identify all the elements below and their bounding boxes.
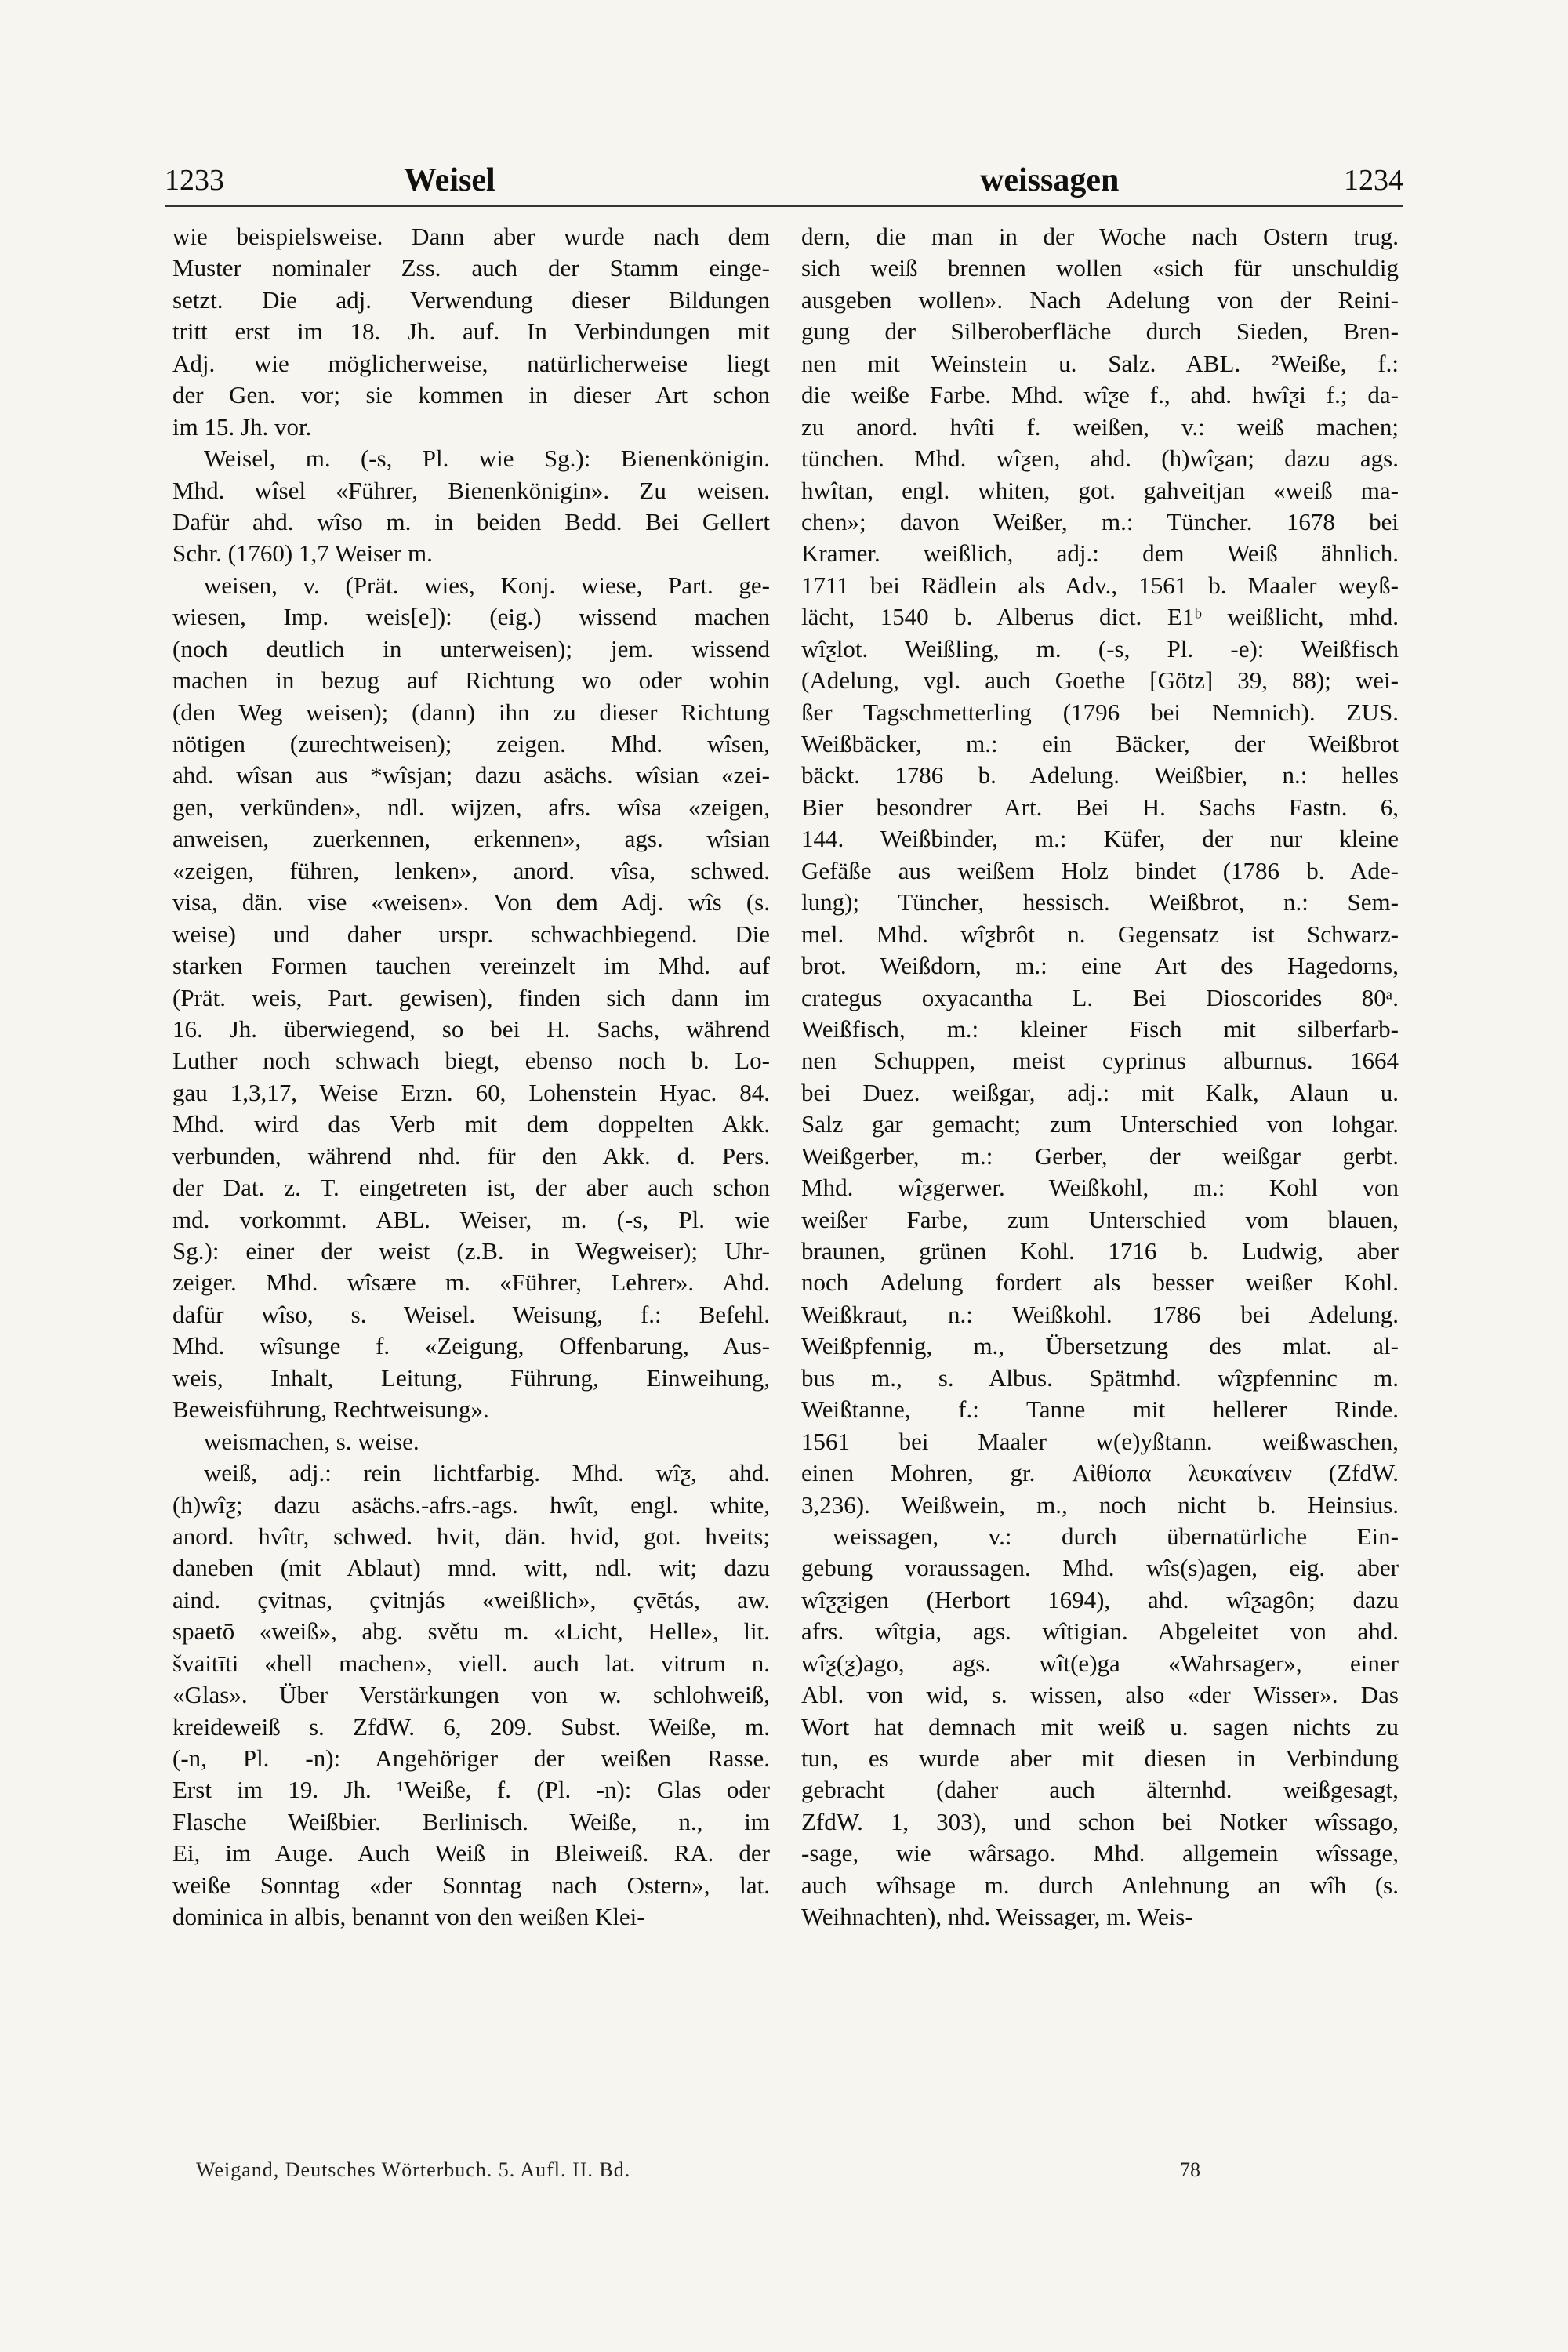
- footer-note: Weigand, Deutsches Wörterbuch. 5. Aufl. II. Bd.: [196, 2158, 631, 2181]
- text-line: daneben (mit Ablaut) mnd. witt, ndl. wit; dazu: [172, 1554, 770, 1582]
- text-line: gung der Silberoberfläche durch Sieden, Bren-: [801, 318, 1399, 346]
- text-line: dern, die man in der Woche nach Ostern trug.: [801, 223, 1399, 250]
- text-line: lung); Tüncher, hessisch. Weißbrot, n.: Sem-: [801, 888, 1399, 916]
- text-line: tun, es wurde aber mit diesen in Verbindung: [801, 1744, 1399, 1772]
- text-line: machen in bezug auf Richtung wo oder wohin: [172, 666, 770, 695]
- running-head: [165, 157, 1403, 204]
- text-line: gau 1,3,17, Weise Erzn. 60, Lohenstein Hyac. 84.: [172, 1078, 770, 1106]
- text-line: bei Duez. weißgar, adj.: mit Kalk, Alaun u.: [801, 1078, 1399, 1106]
- catchword-right: weissagen: [980, 162, 1120, 198]
- text-line: sich weiß brennen wollen «sich für unschuldig: [801, 254, 1399, 282]
- catchword-left: Weisel: [404, 162, 495, 198]
- text-line: Gefäße aus weißem Holz bindet (1786 b. Ade-: [801, 856, 1399, 884]
- text-line: auch wîhsage m. durch Anlehnung an wîh (s.: [801, 1871, 1399, 1899]
- text-line: ZfdW. 1, 303), und schon bei Notker wîssago,: [801, 1807, 1399, 1835]
- text-line: braunen, grünen Kohl. 1716 b. Ludwig, aber: [801, 1237, 1399, 1265]
- text-line: hwîtan, engl. whiten, got. gahveitjan «weiß ma-: [801, 476, 1399, 504]
- text-line: (den Weg weisen); (dann) ihn zu dieser Richtung: [172, 698, 770, 726]
- text-line: md. vorkommt. ABL. Weiser, m. (-s, Pl. wie: [172, 1205, 770, 1233]
- text-line: weismachen, s. weise.: [204, 1427, 419, 1455]
- text-line: weissagen, v.: durch übernatürliche Ein-: [833, 1522, 1399, 1550]
- text-line: tünchen. Mhd. wîƺen, ahd. (h)wîƺan; dazu ags.: [801, 445, 1399, 473]
- text-line: gen, verkünden», ndl. wijzen, afrs. wîsa «zeigen,: [172, 793, 770, 821]
- text-line: 144. Weißbinder, m.: Küfer, der nur kleine: [801, 825, 1399, 853]
- text-line: Weisel, m. (-s, Pl. wie Sg.): Bienenkönigin.: [204, 445, 770, 473]
- text-line: dominica in albis, benannt von den weißen Klei-: [172, 1903, 645, 1931]
- text-line: weis, Inhalt, Leitung, Führung, Einweihung,: [172, 1363, 770, 1392]
- text-line: nötigen (zurechtweisen); zeigen. Mhd. wîsen,: [172, 730, 770, 757]
- text-line: tritt erst im 18. Jh. auf. In Verbindungen mit: [172, 318, 770, 346]
- text-line: Weihnachten), nhd. Weissager, m. Weis-: [801, 1903, 1193, 1931]
- text-line: Bier besondrer Art. Bei H. Sachs Fastn. 6,: [801, 793, 1399, 821]
- text-line: ahd. wîsan aus *wîsjan; dazu asächs. wîsian «zei-: [172, 761, 770, 789]
- text-line: 1561 bei Maaler w(e)yßtann. weißwaschen,: [801, 1427, 1399, 1455]
- text-line: Weißtanne, f.: Tanne mit hellerer Rinde.: [801, 1396, 1399, 1424]
- text-line: nen mit Weinstein u. Salz. ABL. ²Weiße, f.:: [801, 349, 1399, 377]
- text-line: setzt. Die adj. Verwendung dieser Bildungen: [172, 285, 770, 314]
- text-line: ßer Tagschmetterling (1796 bei Nemnich). ZUS.: [801, 698, 1399, 726]
- text-line: anweisen, zuerkennen, erkennen», ags. wîsian: [172, 825, 770, 853]
- text-line: nen Schuppen, meist cyprinus alburnus. 1664: [801, 1047, 1399, 1075]
- text-line: Erst im 19. Jh. ¹Weiße, f. (Pl. -n): Glas oder: [172, 1776, 770, 1804]
- text-line: weisen, v. (Prät. wies, Konj. wiese, Part. ge-: [204, 571, 770, 599]
- text-line: wiesen, Imp. weis[e]): (eig.) wissend machen: [172, 603, 770, 631]
- text-line: Mhd. wird das Verb mit dem doppelten Akk.: [172, 1110, 770, 1138]
- text-line: im 15. Jh. vor.: [172, 412, 312, 441]
- text-line: 1711 bei Rädlein als Adv., 1561 b. Maaler weyß-: [801, 571, 1399, 599]
- text-line: Salz gar gemacht; zum Unterschied von lohgar.: [801, 1110, 1399, 1138]
- text-line: anord. hvîtr, schwed. hvit, dän. hvid, got. hveits;: [172, 1522, 770, 1550]
- text-line: gebung voraussagen. Mhd. wîs(s)agen, eig. aber: [801, 1554, 1399, 1582]
- text-line: weiß, adj.: rein lichtfarbig. Mhd. wîƺ, ahd.: [204, 1459, 770, 1487]
- text-line: Weißpfennig, m., Übersetzung des mlat. al-: [801, 1332, 1399, 1360]
- page-footer: [172, 2154, 1396, 2186]
- text-line: (-n, Pl. -n): Angehöriger der weißen Rasse.: [172, 1744, 770, 1772]
- text-line: (h)wîƺ; dazu asächs.-afrs.-ags. hwît, engl. white,: [172, 1490, 770, 1519]
- text-line: zu anord. hvîti f. weißen, v.: weiß machen;: [801, 412, 1399, 441]
- text-line: zeiger. Mhd. wîsære m. «Führer, Lehrer». Ahd.: [172, 1269, 770, 1297]
- text-line: gebracht (daher auch älternhd. weißgesagt,: [801, 1776, 1399, 1804]
- text-line: «Glas». Über Verstärkungen von w. schlohweiß,: [172, 1681, 770, 1709]
- text-line: Weißkraut, n.: Weißkohl. 1786 bei Adelung.: [801, 1300, 1399, 1328]
- text-line: der Gen. vor; sie kommen in dieser Art schon: [172, 381, 770, 409]
- header-rule: [165, 205, 1403, 207]
- text-line: wîƺlot. Weißling, m. (-s, Pl. -e): Weißfisch: [801, 634, 1399, 662]
- text-line: wîƺ(ƺ)ago, ags. wît(e)ga «Wahrsager», einer: [801, 1649, 1399, 1677]
- text-line: wîƺƺigen (Herbort 1694), ahd. wîƺagôn; dazu: [801, 1585, 1399, 1613]
- text-line: lächt, 1540 b. Alberus dict. E1ᵇ weißlicht, mhd.: [801, 603, 1399, 631]
- text-line: (Prät. weis, Part. gewisen), finden sich dann im: [172, 983, 770, 1011]
- text-line: Mhd. wîƺgerwer. Weißkohl, m.: Kohl von: [801, 1174, 1399, 1202]
- page-number-right: 1234: [1344, 164, 1403, 197]
- text-line: švaitīti «hell machen», viell. auch lat. vitrum n.: [172, 1649, 770, 1677]
- text-line: afrs. wîtgia, ags. wîtigian. Abgeleitet von ahd.: [801, 1617, 1399, 1646]
- text-line: der Dat. z. T. eingetreten ist, der aber auch schon: [172, 1174, 770, 1202]
- text-line: verbunden, während nhd. für den Akk. d. Pers.: [172, 1142, 770, 1170]
- page-number-left: 1233: [165, 164, 224, 197]
- text-line: Dafür ahd. wîso m. in beiden Bedd. Bei Gellert: [172, 507, 770, 535]
- text-line: visa, dän. vise «weisen». Von dem Adj. wîs (s.: [172, 888, 770, 916]
- text-line: einen Mohren, gr. Αἰθίοπα λευκαίνειν (ZfdW.: [801, 1459, 1399, 1487]
- text-line: Weißgerber, m.: Gerber, der weißgar gerbt.: [801, 1142, 1399, 1170]
- text-line: brot. Weißdorn, m.: eine Art des Hagedorns,: [801, 952, 1399, 980]
- text-line: aind. çvitnas, çvitnjás «weißlich», çvētás, aw.: [172, 1585, 770, 1613]
- text-line: ausgeben wollen». Nach Adelung von der Reini-: [801, 285, 1399, 314]
- text-line: Kramer. weißlich, adj.: dem Weiß ähnlich.: [801, 539, 1399, 568]
- text-line: Weißbäcker, m.: ein Bäcker, der Weißbrot: [801, 730, 1399, 757]
- text-line: Weißfisch, m.: kleiner Fisch mit silberfarb-: [801, 1014, 1399, 1043]
- text-line: weißer Farbe, zum Unterschied vom blauen,: [801, 1205, 1399, 1233]
- text-line: Flasche Weißbier. Berlinisch. Weiße, n., im: [172, 1807, 770, 1835]
- text-line: (noch deutlich in unterweisen); jem. wissend: [172, 634, 770, 662]
- text-line: Sg.): einer der weist (z.B. in Wegweiser); Uhr-: [172, 1237, 770, 1265]
- text-line: starken Formen tauchen vereinzelt im Mhd. auf: [172, 952, 770, 980]
- text-line: Mhd. wîsunge f. «Zeigung, Offenbarung, Aus-: [172, 1332, 770, 1360]
- right-column: [801, 221, 1399, 1933]
- text-line: noch Adelung fordert als besser weißer Kohl.: [801, 1269, 1399, 1297]
- text-line: Mhd. wîsel «Führer, Bienenkönigin». Zu weisen.: [172, 476, 770, 504]
- text-line: «zeigen, führen, lenken», anord. vîsa, schwed.: [172, 856, 770, 884]
- text-line: (Adelung, vgl. auch Goethe [Götz] 39, 88); wei-: [801, 666, 1399, 695]
- signature-mark: 78: [1180, 2158, 1200, 2181]
- left-column: [172, 221, 770, 1933]
- text-line: bäckt. 1786 b. Adelung. Weißbier, n.: helles: [801, 761, 1399, 789]
- text-line: Beweisführung, Rechtweisung».: [172, 1396, 489, 1424]
- text-line: mel. Mhd. wîƺbrôt n. Gegensatz ist Schwarz-: [801, 920, 1399, 948]
- text-line: 3,236). Weißwein, m., noch nicht b. Heinsius.: [801, 1490, 1399, 1519]
- text-line: 16. Jh. überwiegend, so bei H. Sachs, während: [172, 1014, 770, 1043]
- text-line: Wort hat demnach mit weiß u. sagen nichts zu: [801, 1712, 1399, 1740]
- text-line: bus m., s. Albus. Spätmhd. wîƺpfenninc m.: [801, 1363, 1399, 1392]
- text-line: Luther noch schwach biegt, ebenso noch b. Lo-: [172, 1047, 770, 1075]
- text-line: Abl. von wid, s. wissen, also «der Wisser». Das: [801, 1681, 1399, 1709]
- text-line: Schr. (1760) 1,7 Weiser m.: [172, 539, 433, 568]
- text-line: die weiße Farbe. Mhd. wîƺe f., ahd. hwîƺi f.; da-: [801, 381, 1399, 409]
- text-line: weiße Sonntag «der Sonntag nach Ostern», lat.: [172, 1871, 770, 1899]
- text-line: spaetō «weiß», abg. světu m. «Licht, Helle», lit.: [172, 1617, 770, 1646]
- text-line: kreideweiß s. ZfdW. 6, 209. Subst. Weiße, m.: [172, 1712, 770, 1740]
- text-line: -sage, wie wârsago. Mhd. allgemein wîssage,: [801, 1839, 1399, 1867]
- text-line: Adj. wie möglicherweise, natürlicherweise liegt: [172, 349, 770, 377]
- text-line: chen»; davon Weißer, m.: Tüncher. 1678 bei: [801, 507, 1399, 535]
- text-line: Ei, im Auge. Auch Weiß in Bleiweiß. RA. der: [172, 1839, 770, 1867]
- text-line: dafür wîso, s. Weisel. Weisung, f.: Befehl.: [172, 1300, 770, 1328]
- text-line: Muster nominaler Zss. auch der Stamm einge-: [172, 254, 770, 282]
- text-line: wie beispielsweise. Dann aber wurde nach dem: [172, 223, 770, 250]
- text-line: crategus oxyacantha L. Bei Dioscorides 80ᵃ.: [801, 983, 1399, 1011]
- text-line: weise) und daher urspr. schwachbiegend. Die: [172, 920, 770, 948]
